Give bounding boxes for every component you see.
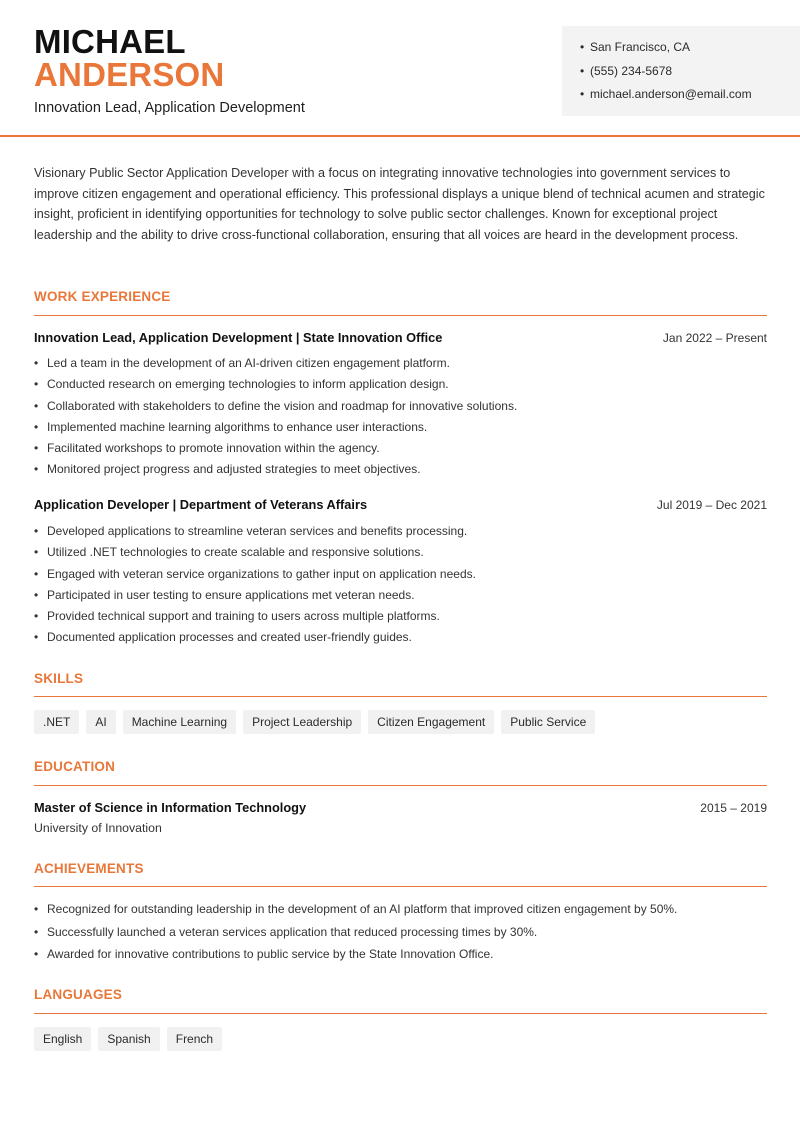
- list-item-text: Developed applications to streamline veteran services and benefits processing.: [47, 524, 468, 538]
- list-item: [34, 924, 769, 940]
- email-text: michael.anderson@email.com: [590, 87, 752, 101]
- list-item-text: Utilized .NET technologies to create scalable and responsive solutions.: [47, 545, 424, 560]
- list-item-text: Awarded for innovative contributions to public service by the State Innovation Office.: [47, 947, 494, 961]
- list-item-text: Implemented machine learning algorithms to enhance user interactions.: [47, 419, 428, 434]
- bullet-icon: •: [34, 609, 39, 624]
- bullet-icon: •: [34, 902, 39, 916]
- list-item: [34, 544, 769, 560]
- skill-chip: Public Service: [501, 710, 595, 734]
- first-name: MICHAEL: [34, 23, 186, 60]
- section-divider: [34, 315, 767, 316]
- job-entry-dates: Jul 2019 – Dec 2021: [656, 498, 767, 512]
- list-item: [34, 398, 769, 414]
- job-bullets: [34, 523, 769, 651]
- list-item: [34, 946, 769, 962]
- list-item: [34, 523, 769, 539]
- section-title-work: WORK EXPERIENCE: [34, 289, 171, 304]
- language-chip: Spanish: [98, 1027, 159, 1051]
- bullet-icon: •: [34, 545, 39, 560]
- last-name: ANDERSON: [34, 56, 225, 93]
- bullet-icon: •: [34, 630, 39, 645]
- contact-location: [580, 39, 800, 63]
- bullet-icon: •: [34, 924, 39, 939]
- contact-box: [562, 26, 800, 116]
- job-entry-dates: Jan 2022 – Present: [662, 331, 767, 345]
- list-item: [34, 461, 769, 477]
- job-bullets: [34, 355, 769, 483]
- skill-chip: AI: [86, 710, 115, 734]
- section-title-skills: SKILLS: [34, 671, 84, 686]
- list-item: [34, 355, 769, 371]
- list-item-text: Recognized for outstanding leadership in the development of an AI platform that improved citizen engagement by 50%.: [47, 902, 678, 916]
- list-item-text: Participated in user testing to ensure applications met veteran needs.: [47, 587, 415, 602]
- list-item: [34, 419, 769, 435]
- skill-chip: Project Leadership: [243, 710, 361, 734]
- skills-list: [34, 710, 595, 734]
- job-entry-title: Application Developer | Department of Veterans Affairs: [34, 497, 368, 512]
- bullet-icon: •: [34, 566, 39, 581]
- languages-list: [34, 1027, 222, 1051]
- job-title: Innovation Lead, Application Development: [34, 100, 305, 116]
- list-item: [34, 566, 769, 582]
- section-divider: [34, 886, 767, 887]
- bullet-icon: •: [34, 419, 39, 434]
- section-title-achievements: ACHIEVEMENTS: [34, 861, 144, 876]
- achievements-list: [34, 901, 769, 969]
- bullet-icon: •: [34, 398, 39, 413]
- list-item-text: Collaborated with stakeholders to define the vision and roadmap for innovative solutions.: [47, 398, 518, 413]
- list-item: [34, 376, 769, 392]
- phone-text: (555) 234-5678: [590, 63, 673, 78]
- contact-phone: [580, 63, 800, 87]
- skill-chip: Machine Learning: [123, 710, 236, 734]
- list-item-text: Facilitated workshops to promote innovation within the agency.: [47, 441, 380, 456]
- bullet-icon: •: [580, 40, 585, 54]
- list-item: [34, 440, 769, 456]
- bullet-icon: •: [34, 377, 39, 392]
- bullet-icon: •: [34, 462, 39, 477]
- list-item: [34, 629, 769, 645]
- degree-title: Master of Science in Information Technology: [34, 800, 307, 815]
- summary-paragraph: Visionary Public Sector Application Developer with a focus on integrating innovative technologies into government services to improve citizen engagement and operational efficiency. This professional displays a unique blend of technical acumen and strategic insight, proficient in identifying opportunities for technology to solve public sector challenges. Known for exceptional project leadership and the ability to drive cross-functional collaboration, ensuring that all voices are heard in the development process.: [34, 166, 765, 242]
- bullet-icon: •: [34, 587, 39, 602]
- bullet-icon: •: [34, 441, 39, 456]
- list-item-text: Provided technical support and training to users across multiple platforms.: [47, 609, 440, 624]
- resume-header: [0, 0, 800, 137]
- list-item-text: Successfully launched a veteran services application that reduced processing times by 30%.: [47, 924, 538, 939]
- list-item-text: Engaged with veteran service organizations to gather input on application needs.: [47, 566, 476, 581]
- bullet-icon: •: [580, 63, 585, 78]
- section-divider: [34, 1013, 767, 1014]
- language-chip: English: [34, 1027, 91, 1051]
- list-item-text: Conducted research on emerging technologies to inform application design.: [47, 377, 449, 392]
- section-divider: [34, 785, 767, 786]
- list-item-text: Documented application processes and created user-friendly guides.: [47, 630, 412, 645]
- list-item: [34, 901, 769, 917]
- section-title-education: EDUCATION: [34, 759, 116, 774]
- list-item-text: Led a team in the development of an AI-driven citizen engagement platform.: [47, 356, 450, 370]
- list-item: [34, 587, 769, 603]
- location-text: San Francisco, CA: [590, 40, 691, 54]
- job-entry-title: Innovation Lead, Application Development | State Innovation Office: [34, 330, 443, 345]
- education-dates: 2015 – 2019: [700, 801, 767, 815]
- skill-chip: Citizen Engagement: [368, 710, 494, 734]
- language-chip: French: [167, 1027, 222, 1051]
- bullet-icon: •: [34, 524, 39, 538]
- skill-chip: .NET: [34, 710, 79, 734]
- bullet-icon: •: [34, 947, 39, 961]
- contact-email: [580, 86, 800, 110]
- bullet-icon: •: [34, 356, 39, 370]
- section-divider: [34, 696, 767, 697]
- list-item-text: Monitored project progress and adjusted strategies to meet objectives.: [47, 462, 421, 477]
- section-title-languages: LANGUAGES: [34, 987, 123, 1002]
- list-item: [34, 608, 769, 624]
- bullet-icon: •: [580, 87, 585, 101]
- school-name: University of Innovation: [34, 821, 162, 835]
